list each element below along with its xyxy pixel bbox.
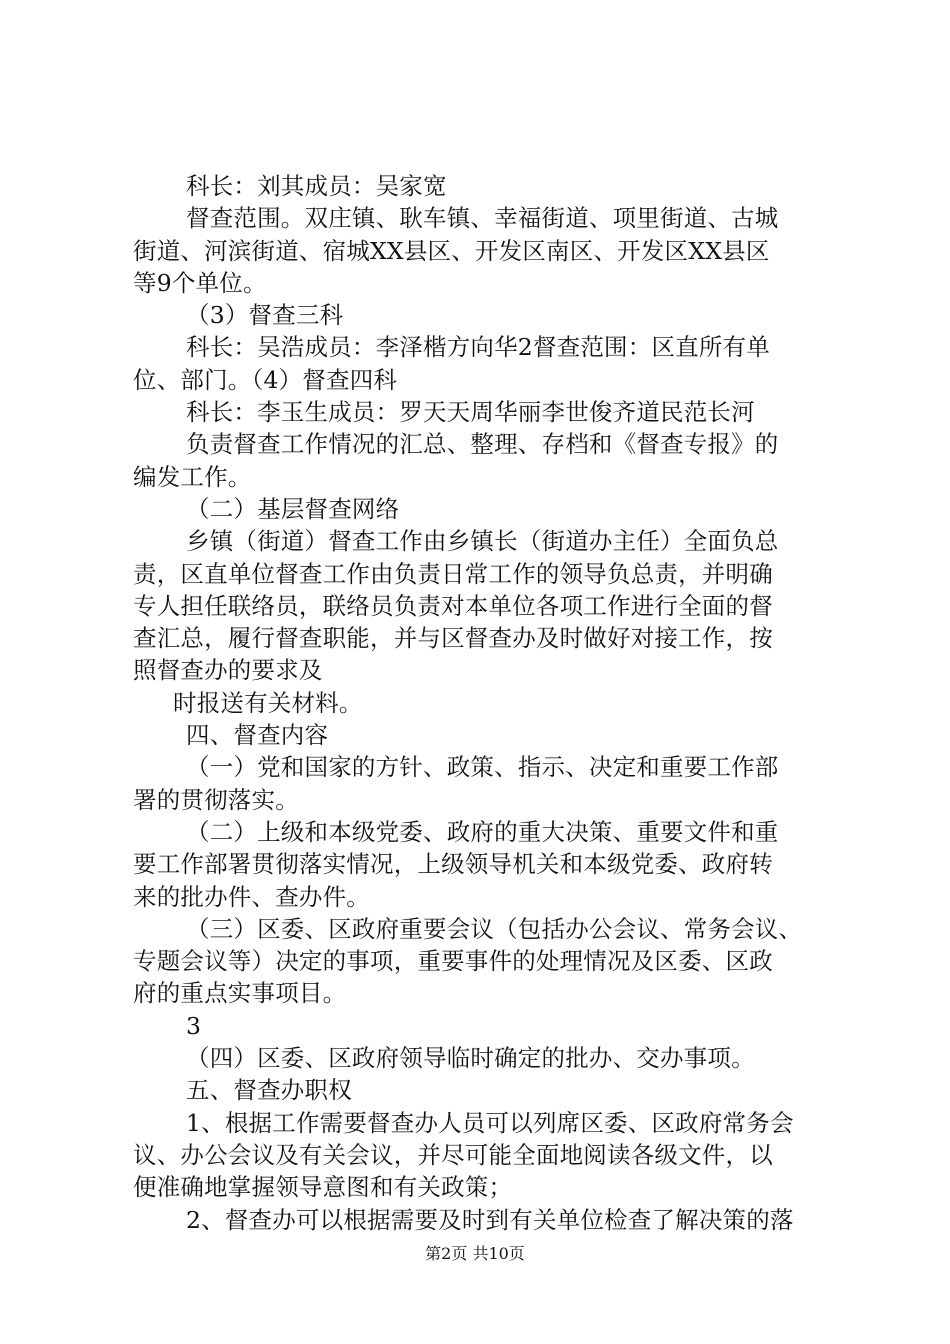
text-line: 2、督查办可以根据需要及时到有关单位检查了解决策的落	[186, 1205, 794, 1234]
text-line: 科长：刘其成员：吴家宽	[186, 172, 447, 200]
text-line: 科长：吴浩成员：李泽楷方向华2督查范围：区直所有单	[186, 333, 770, 362]
text-line: 编发工作。	[133, 462, 252, 491]
text-line: 照督查办的要求及	[133, 656, 323, 685]
text-line: 府的重点实事项目。	[133, 979, 347, 1008]
inline-page-number: 3	[186, 1011, 202, 1040]
text-line: 来的批办件、查办件。	[133, 882, 370, 911]
text-line: 署的贯彻落实。	[133, 785, 299, 814]
text-line: 督查范围。双庄镇、耿车镇、幸福街道、项里街道、古城	[186, 204, 779, 233]
document-body	[133, 170, 833, 1236]
text-line: 街道、河滨街道、宿城XX县区、开发区南区、开发区XX县区	[133, 236, 770, 265]
text-line: 时报送有关材料。	[173, 688, 363, 717]
text-line: 专人担任联络员，联络员负责对本单位各项工作进行全面的督	[133, 591, 773, 620]
text-line: 议、办公会议及有关会议，并尽可能全面地阅读各级文件，以	[133, 1140, 773, 1169]
text-line: （二）上级和本级党委、政府的重大决策、重要文件和重	[186, 817, 779, 846]
text-line: （四）区委、区政府领导临时确定的批办、交办事项。	[186, 1044, 755, 1073]
text-line: 便准确地掌握领导意图和有关政策；	[133, 1173, 513, 1202]
text-line: 责，区直单位督查工作由负责日常工作的领导负总责，并明确	[133, 559, 773, 588]
text-line: 位、部门。（4）督查四科	[133, 365, 398, 394]
text-line: （3）督查三科	[186, 301, 344, 330]
text-line: 查汇总，履行督查职能，并与区督查办及时做好对接工作，按	[133, 624, 773, 653]
text-line: （一）党和国家的方针、政策、指示、决定和重要工作部	[186, 753, 779, 782]
section-heading: 四、督查内容	[186, 721, 329, 750]
text-line: 1、根据工作需要督查办人员可以列席区委、区政府常务会	[186, 1108, 794, 1137]
text-line: （二）基层督查网络	[186, 494, 400, 523]
text-line: （三）区委、区政府重要会议（包括办公会议、常务会议、	[186, 914, 803, 943]
text-line: 科长：李玉生成员：罗天天周华丽李世俊齐道民范长河	[186, 398, 755, 427]
text-line: 负责督查工作情况的汇总、整理、存档和《督查专报》的	[186, 430, 779, 459]
section-heading: 五、督查办职权	[186, 1076, 352, 1105]
text-line: 要工作部署贯彻落实情况，上级领导机关和本级党委、政府转	[133, 850, 773, 879]
text-line: 等9个单位。	[133, 268, 267, 297]
text-line: 乡镇（街道）督查工作由乡镇长（街道办主任）全面负总	[186, 527, 779, 556]
page-footer: 第2页 共10页	[425, 1244, 525, 1263]
text-line: 专题会议等）决定的事项，重要事件的处理情况及区委、区政	[133, 947, 773, 976]
